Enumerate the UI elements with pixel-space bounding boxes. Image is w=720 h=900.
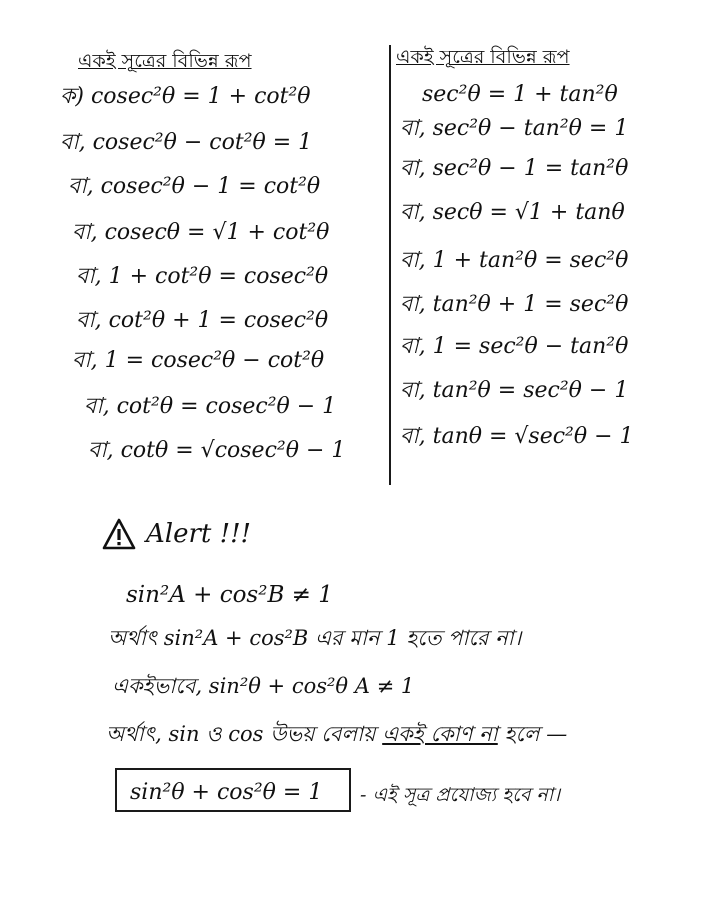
right-line-3: বা, sec²θ − 1 = tan²θ <box>400 156 629 181</box>
left-line-6: বা, cot²θ + 1 = cosec²θ <box>76 308 329 333</box>
left-line-5: বা, 1 + cot²θ = cosec²θ <box>76 264 329 289</box>
alert-label: Alert !!! <box>146 519 251 549</box>
note-line-4 <box>106 724 567 745</box>
note-line-4-suffix: হলে — <box>504 722 568 746</box>
right-column-heading: একই সূত্রের বিভিন্ন রূপ <box>396 46 570 68</box>
warning-triangle-icon <box>102 518 136 550</box>
left-line-4: বা, cosecθ = √1 + cot²θ <box>72 220 330 245</box>
left-column-heading: একই সূত্রের বিভিন্ন রূপ <box>78 50 252 72</box>
right-line-9: বা, tanθ = √sec²θ − 1 <box>400 424 634 449</box>
column-divider <box>389 45 391 485</box>
left-line-2: বা, cosec²θ − cot²θ = 1 <box>60 130 313 155</box>
left-line-1: ক) cosec²θ = 1 + cot²θ <box>60 84 311 109</box>
boxed-formula: sin²θ + cos²θ = 1 <box>130 780 323 805</box>
left-line-9: বা, cotθ = √cosec²θ − 1 <box>88 438 346 463</box>
note-line-4-prefix: অর্থাৎ, sin ও cos উভয় বেলায় <box>106 722 376 746</box>
right-line-7: বা, 1 = sec²θ − tan²θ <box>400 334 629 359</box>
left-line-7: বা, 1 = cosec²θ − cot²θ <box>72 348 325 373</box>
note-line-3: একইভাবে, sin²θ + cos²θ A ≠ 1 <box>112 674 415 698</box>
right-line-6: বা, tan²θ + 1 = sec²θ <box>400 292 629 317</box>
right-line-5: বা, 1 + tan²θ = sec²θ <box>400 248 629 273</box>
right-line-2: বা, sec²θ − tan²θ = 1 <box>400 116 629 141</box>
right-line-8: বা, tan²θ = sec²θ − 1 <box>400 378 629 403</box>
right-line-1: sec²θ = 1 + tan²θ <box>422 82 618 107</box>
note-line-2: অর্থাৎ sin²A + cos²B এর মান 1 হতে পারে না। <box>108 626 522 650</box>
alert-row <box>102 518 251 550</box>
note-line-4-underlined: একই কোণ না <box>382 722 498 746</box>
left-line-8: বা, cot²θ = cosec²θ − 1 <box>84 394 337 419</box>
left-line-3: বা, cosec²θ − 1 = cot²θ <box>68 174 321 199</box>
right-line-4: বা, secθ = √1 + tanθ <box>400 200 625 225</box>
note-line-1: sin²A + cos²B ≠ 1 <box>126 582 333 608</box>
note-line-5-suffix: - এই সূত্র প্রযোজ্য হবে না। <box>360 784 561 806</box>
